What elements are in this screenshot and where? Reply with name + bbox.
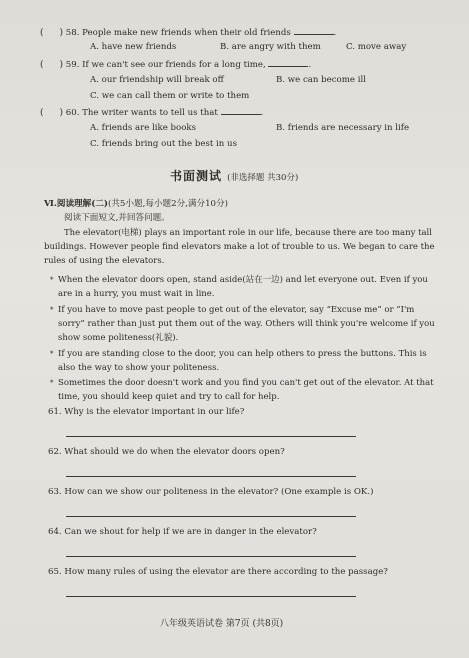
bullet-star: * (50, 276, 54, 284)
answer-paren-close: ) (59, 28, 64, 38)
written-test-title (170, 165, 298, 184)
passage-rule-3: If you are standing close to the door, you can help others to press the buttons. This is also the way to show your politeness. (58, 349, 427, 373)
question-stem: 60. The writer wants to tell us that (65, 108, 218, 118)
answer-line-63[interactable] (66, 516, 356, 517)
question-61: 61. Why is the elevator important in our life? (48, 407, 245, 417)
answer-paren-close: ) (59, 60, 64, 70)
bullet-star: * (50, 379, 54, 387)
page-footer: 八年级英语试卷 第7页 (共8页) (160, 619, 284, 629)
option-59-c: C. we can call them or write to them (90, 91, 250, 101)
answer-line-62[interactable] (66, 476, 356, 477)
option-59-a: A. our friendship will break off (90, 75, 224, 85)
question-stem: 59. If we can't see our friends for a long time, (65, 60, 266, 70)
section-heading (44, 198, 228, 210)
passage-rule-4: Sometimes the door doesn't work and you find you can't get out of the elevator. At that time, you should keep quiet and try to call for help. (58, 378, 434, 402)
option-60-c: C. friends bring out the best in us (90, 139, 237, 149)
answer-line-61[interactable] (66, 436, 356, 437)
question-58 (40, 26, 336, 39)
option-58-c: C. move away (346, 42, 407, 52)
bullet-star: * (50, 306, 54, 314)
answer-paren-open: ( (40, 108, 44, 118)
question-59 (40, 58, 311, 71)
option-60-a: A. friends are like books (90, 123, 197, 133)
option-60-b: B. friends are necessary in life (276, 123, 410, 133)
written-test-subtitle: (非选择题 共30分) (227, 173, 299, 183)
question-64: 64. Can we shout for help if we are in danger in the elevator? (48, 527, 317, 537)
option-58-b: B. are angry with them (220, 42, 321, 52)
answer-line-65[interactable] (66, 596, 356, 597)
passage-rule-1: When the elevator doors open, stand aside(站在一边) and let everyone out. Even if you are in a hurry, you must wait in line. (58, 275, 428, 299)
written-test-heading: 书面测试 (170, 169, 223, 183)
answer-blank (268, 58, 308, 67)
question-stem: 58. People make new friends when their old friends (65, 28, 291, 38)
option-59-b: B. we can become ill (276, 75, 366, 85)
passage-intro: The elevator(电梯) plays an important role in our life, because there are too many tall buildings. However people find elevators make a lot of trouble to us. We began to care the rules of using the elevators. (44, 228, 435, 266)
passage-rule-2: If you have to move past people to get out of the elevator, say “Excuse me” or “I'm sorry” rather than just put them out of the way. Others will think you're welcome if you show some politeness(礼貌). (58, 305, 435, 343)
question-stem-end: . (308, 60, 312, 70)
question-65: 65. How many rules of using the elevator are there according to the passage? (48, 567, 388, 577)
section-note: (共5小题,每小题2分,满分10分) (107, 199, 228, 209)
answer-paren-open: ( (40, 60, 44, 70)
answer-line-64[interactable] (66, 556, 356, 557)
question-stem-end: . (260, 108, 264, 118)
answer-blank (294, 26, 334, 35)
section-instruction: 阅读下面短文,并回答问题。 (64, 213, 170, 223)
question-63: 63. How can we show our politeness in the elevator? (One example is OK.) (48, 487, 374, 497)
question-60 (40, 106, 263, 119)
answer-paren-close: ) (59, 108, 64, 118)
section-number: Ⅵ.阅读理解(二) (44, 199, 108, 209)
option-58-a: A. have new friends (90, 42, 177, 52)
question-62: 62. What should we do when the elevator doors open? (48, 447, 285, 457)
bullet-star: * (50, 350, 54, 358)
answer-paren-open: ( (40, 28, 44, 38)
question-stem-end: . (333, 28, 337, 38)
answer-blank (221, 106, 261, 115)
